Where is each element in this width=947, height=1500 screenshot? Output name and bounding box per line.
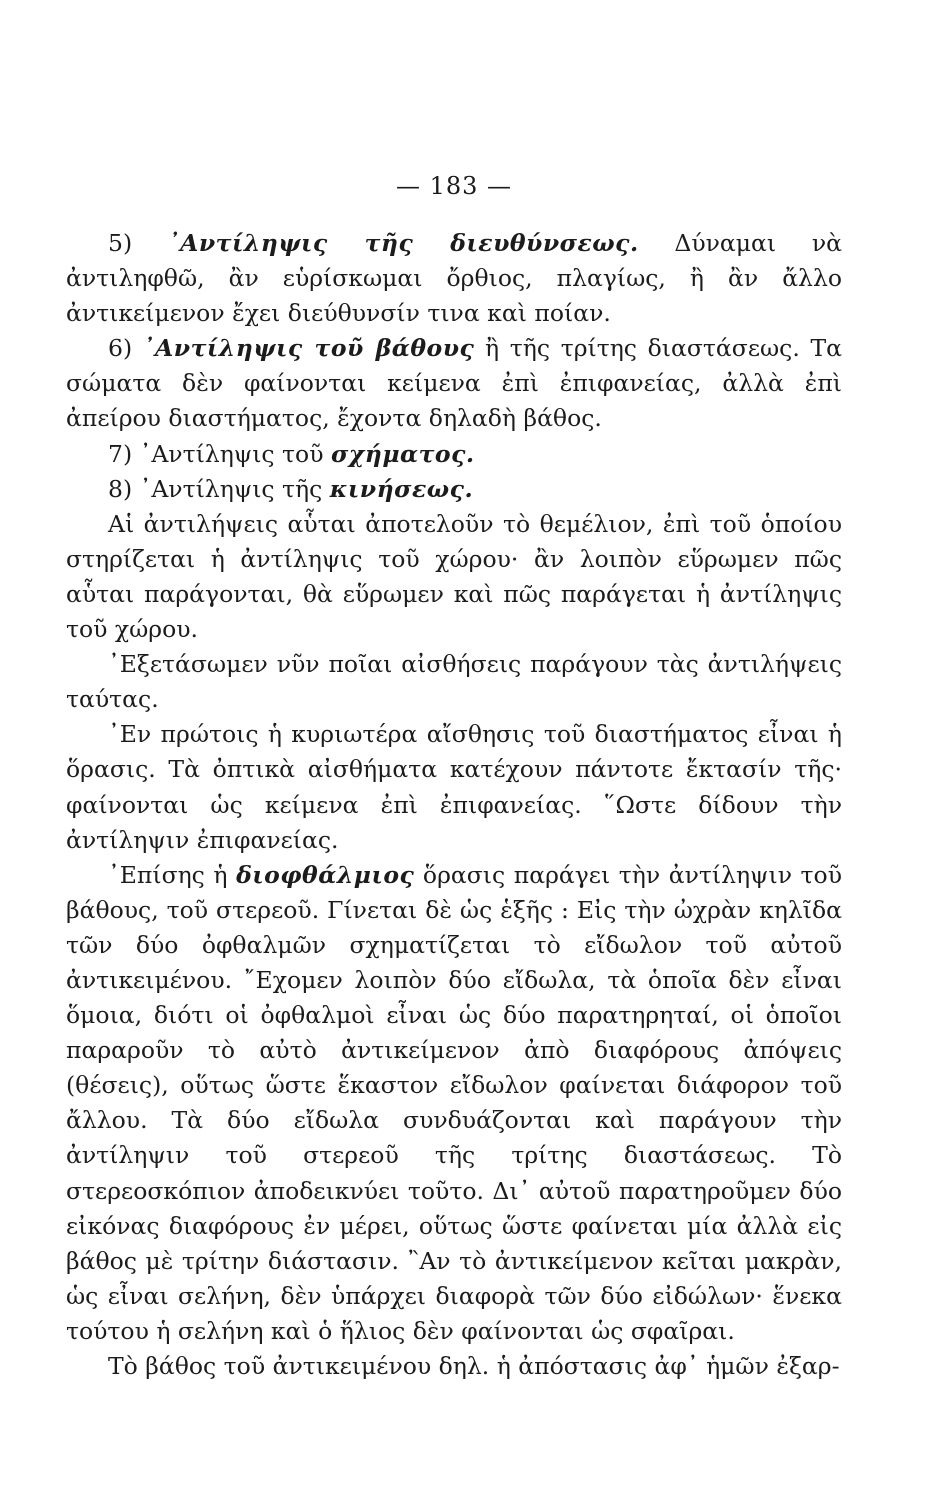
item-number: 6) — [108, 334, 143, 363]
page-number: — 183 — — [395, 172, 513, 200]
paragraph-motion — [66, 472, 842, 507]
paragraph-text: ᾿Επίσης ἡ — [108, 860, 237, 889]
paragraph-direction — [66, 226, 842, 331]
book-page — [66, 166, 842, 1384]
item-number: 7) ᾿Αντίληψις τοῦ — [108, 439, 331, 468]
bold-term: ᾿Αντίληψις τοῦ βάθους — [142, 334, 475, 363]
paragraph-examine: ᾿Εξετάσωμεν νῦν ποῖαι αἰσθήσεις παράγουν τὰς ἀντιλήψεις ταύτας. — [66, 650, 842, 714]
paragraph-vision: ᾿Εν πρώτοις ἡ κυριωτέρα αἴσθησις τοῦ διαστήματος εἶναι ἡ ὅρασις. Τὰ ὀπτικὰ αἰσθήματα κατέχουν πάντοτε ἔκτασίν τῆς· φαίνονται ὡς κείμενα ἐπὶ ἐπιφανείας. ῞Ωστε δίδουν τὴν ἀντίληψιν ἐπιφανείας. — [66, 720, 842, 854]
bold-term: διοφθάλμιος — [236, 860, 415, 889]
paragraph-foundation: Αἱ ἀντιλήψεις αὗται ἀποτελοῦν τὸ θεμέλιον, ἐπὶ τοῦ ὁποίου στηρίζεται ἡ ἀντίληψις τοῦ χώρου· ἂν λοιπὸν εὕρωμεν πῶς αὗται παράγονται, θὰ εὕρωμεν καὶ πῶς παράγεται ἡ ἀντίληψις τοῦ χώρου. — [66, 509, 842, 644]
paragraph-depth — [66, 331, 842, 436]
bold-term: ᾿Αντίληψις τῆς διευθύνσεως. — [167, 229, 639, 257]
item-number: 8) ᾿Αντίληψις τῆς — [108, 474, 330, 503]
body-text — [66, 226, 842, 1384]
bold-term: σχήματος. — [330, 439, 475, 468]
item-number: 5) — [108, 229, 168, 257]
paragraph-depth-distance: Τὸ βάθος τοῦ ἀντικειμένου δηλ. ἡ ἀπόστασις ἀφ᾿ ἡμῶν ἐξαρ- — [108, 1352, 840, 1380]
paragraph-shape — [66, 437, 842, 472]
paragraph-text: Δύναμαι νὰ ἀντιληφθῶ, ἂν εὑρίσκωμαι ὄρθιος, πλαγίως, ἢ ἂν ἄλλο ἀντικείμενον ἔχει διεύθυνσίν τινα καὶ ποίαν. — [66, 229, 842, 328]
paragraph-binocular — [66, 858, 842, 1349]
paragraph-text: ἢ τῆς τρίτης διαστάσεως. Τα σώματα δὲν φαίνονται κείμενα ἐπὶ ἐπιφανείας, ἀλλὰ ἐπὶ ἀπείρου διαστήματος, ἔχοντα δηλαδὴ βάθος. — [66, 334, 843, 433]
paragraph-text: ὅρασις παράγει τὴν ἀντίληψιν τοῦ βάθους, τοῦ στερεοῦ. Γίνεται δὲ ὡς ἑξῆς : Εἰς τὴν ὠχρὰν κηλῖδα τῶν δύο ὀφθαλμῶν σχηματίζεται τὸ εἴδωλον τοῦ αὐτοῦ ἀντικειμένου. ῎Εχομεν λοιπὸν δύο εἴδωλα, τὰ ὁποῖα δὲν εἶναι ὅμοια, διότι οἱ ὀφθαλμοὶ εἶναι ὡς δύο παρατηρηταί, οἱ ὁποῖοι παραροῦν τὸ αὐτὸ ἀντικείμενον ἀπὸ διαφόρους ἀπόψεις (θέσεις), οὕτως ὥστε ἕκαστον εἴδωλον φαίνεται διάφορον τοῦ ἄλλου. Τὰ δύο εἴδωλα συνδυάζονται καὶ παράγουν τὴν ἀντίληψιν τοῦ στερεοῦ τῆς τρίτης διαστάσεως. Τὸ στερεοσκόπιον ἀποδεικνύει τοῦτο. Δι᾿ αὐτοῦ παρατηροῦμεν δύο εἰκόνας διαφόρους ἐν μέρει, οὕτως ὥστε φαίνεται μία ἀλλὰ εἰς βάθος μὲ τρίτην διάστασιν. ῍Αν τὸ ἀντικείμενον κεῖται μακρὰν, ὡς εἶναι σελήνη, δὲν ὑπάρχει διαφορὰ τῶν δύο εἰδώλων· ἕνεκα τούτου ἡ σελήνη καὶ ὁ ἥλιος δὲν φαίνονται ὡς σφαῖραι. — [66, 860, 842, 1345]
bold-term: κινήσεως. — [329, 474, 474, 503]
